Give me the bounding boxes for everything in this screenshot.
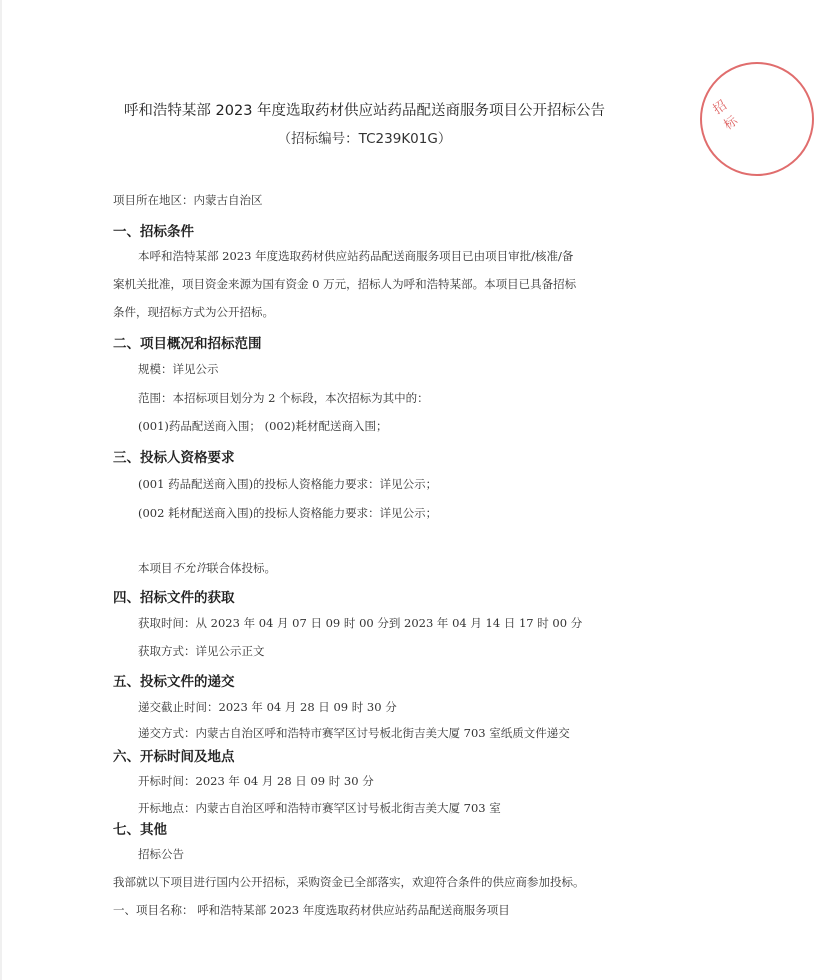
section4-time: 获取时间：从 2023 年 04 月 07 日 09 时 00 分到 2023 年 04 月 14 日 17 时 00 分 bbox=[138, 616, 583, 630]
section2-lots: (001)药品配送商入围； (002)耗材配送商入围； bbox=[138, 419, 388, 433]
section7-item1: 一、项目名称： 呼和浩特某部 2023 年度选取药材供应站药品配送商服务项目 bbox=[113, 903, 510, 917]
project-location: 项目所在地区：内蒙古自治区 bbox=[113, 193, 263, 207]
tender-number: （招标编号：TC239K01G） bbox=[277, 131, 452, 147]
consortium-prefix: 本项目 bbox=[138, 561, 173, 575]
section3-consortium bbox=[138, 560, 276, 576]
section6-time: 开标时间：2023 年 04 月 28 日 09 时 30 分 bbox=[138, 774, 374, 788]
section1-line1: 本呼和浩特某部 2023 年度选取药材供应站药品配送商服务项目已由项目审批/核准/备 bbox=[138, 249, 574, 263]
consortium-emphasis: 不允许 bbox=[172, 561, 207, 575]
section7-intro: 我部就以下项目进行国内公开招标，采购资金已全部落实，欢迎符合条件的供应商参加投标。 bbox=[113, 875, 585, 889]
section1-line3: 条件，现招标方式为公开招标。 bbox=[113, 305, 274, 319]
consortium-suffix: 联合体投标。 bbox=[207, 561, 276, 575]
section-heading-4: 四、招标文件的获取 bbox=[113, 590, 235, 606]
section-heading-1: 一、招标条件 bbox=[113, 224, 194, 240]
section5-method: 递交方式：内蒙古自治区呼和浩特市赛罕区讨号板北街吉美大厦 703 室纸质文件递交 bbox=[138, 726, 570, 740]
section3-req2: (002 耗材配送商入围)的投标人资格能力要求：详见公示； bbox=[138, 506, 438, 520]
section2-scope: 范围：本招标项目划分为 2 个标段，本次招标为其中的： bbox=[138, 391, 429, 405]
section7-notice: 招标公告 bbox=[138, 847, 184, 861]
page-edge bbox=[0, 0, 2, 980]
section-heading-3: 三、投标人资格要求 bbox=[113, 450, 235, 466]
document-title: 呼和浩特某部 2023 年度选取药材供应站药品配送商服务项目公开招标公告 bbox=[123, 103, 606, 119]
section3-req1: (001 药品配送商入围)的投标人资格能力要求：详见公示； bbox=[138, 477, 438, 491]
section-heading-6: 六、开标时间及地点 bbox=[113, 749, 235, 765]
section5-deadline: 递交截止时间：2023 年 04 月 28 日 09 时 30 分 bbox=[138, 700, 397, 714]
section1-line2: 案机关批准，项目资金来源为国有资金 0 万元，招标人为呼和浩特某部。本项目已具备招标 bbox=[113, 277, 577, 291]
section2-scale: 规模：详见公示 bbox=[138, 362, 219, 376]
seal-stamp-text: 招标 bbox=[710, 97, 741, 134]
section-heading-7: 七、其他 bbox=[113, 822, 167, 838]
section-heading-2: 二、项目概况和招标范围 bbox=[113, 336, 262, 352]
section4-method: 获取方式：详见公示正文 bbox=[138, 644, 265, 658]
section-heading-5: 五、投标文件的递交 bbox=[113, 674, 235, 690]
section6-place: 开标地点：内蒙古自治区呼和浩特市赛罕区讨号板北街吉美大厦 703 室 bbox=[138, 801, 501, 815]
